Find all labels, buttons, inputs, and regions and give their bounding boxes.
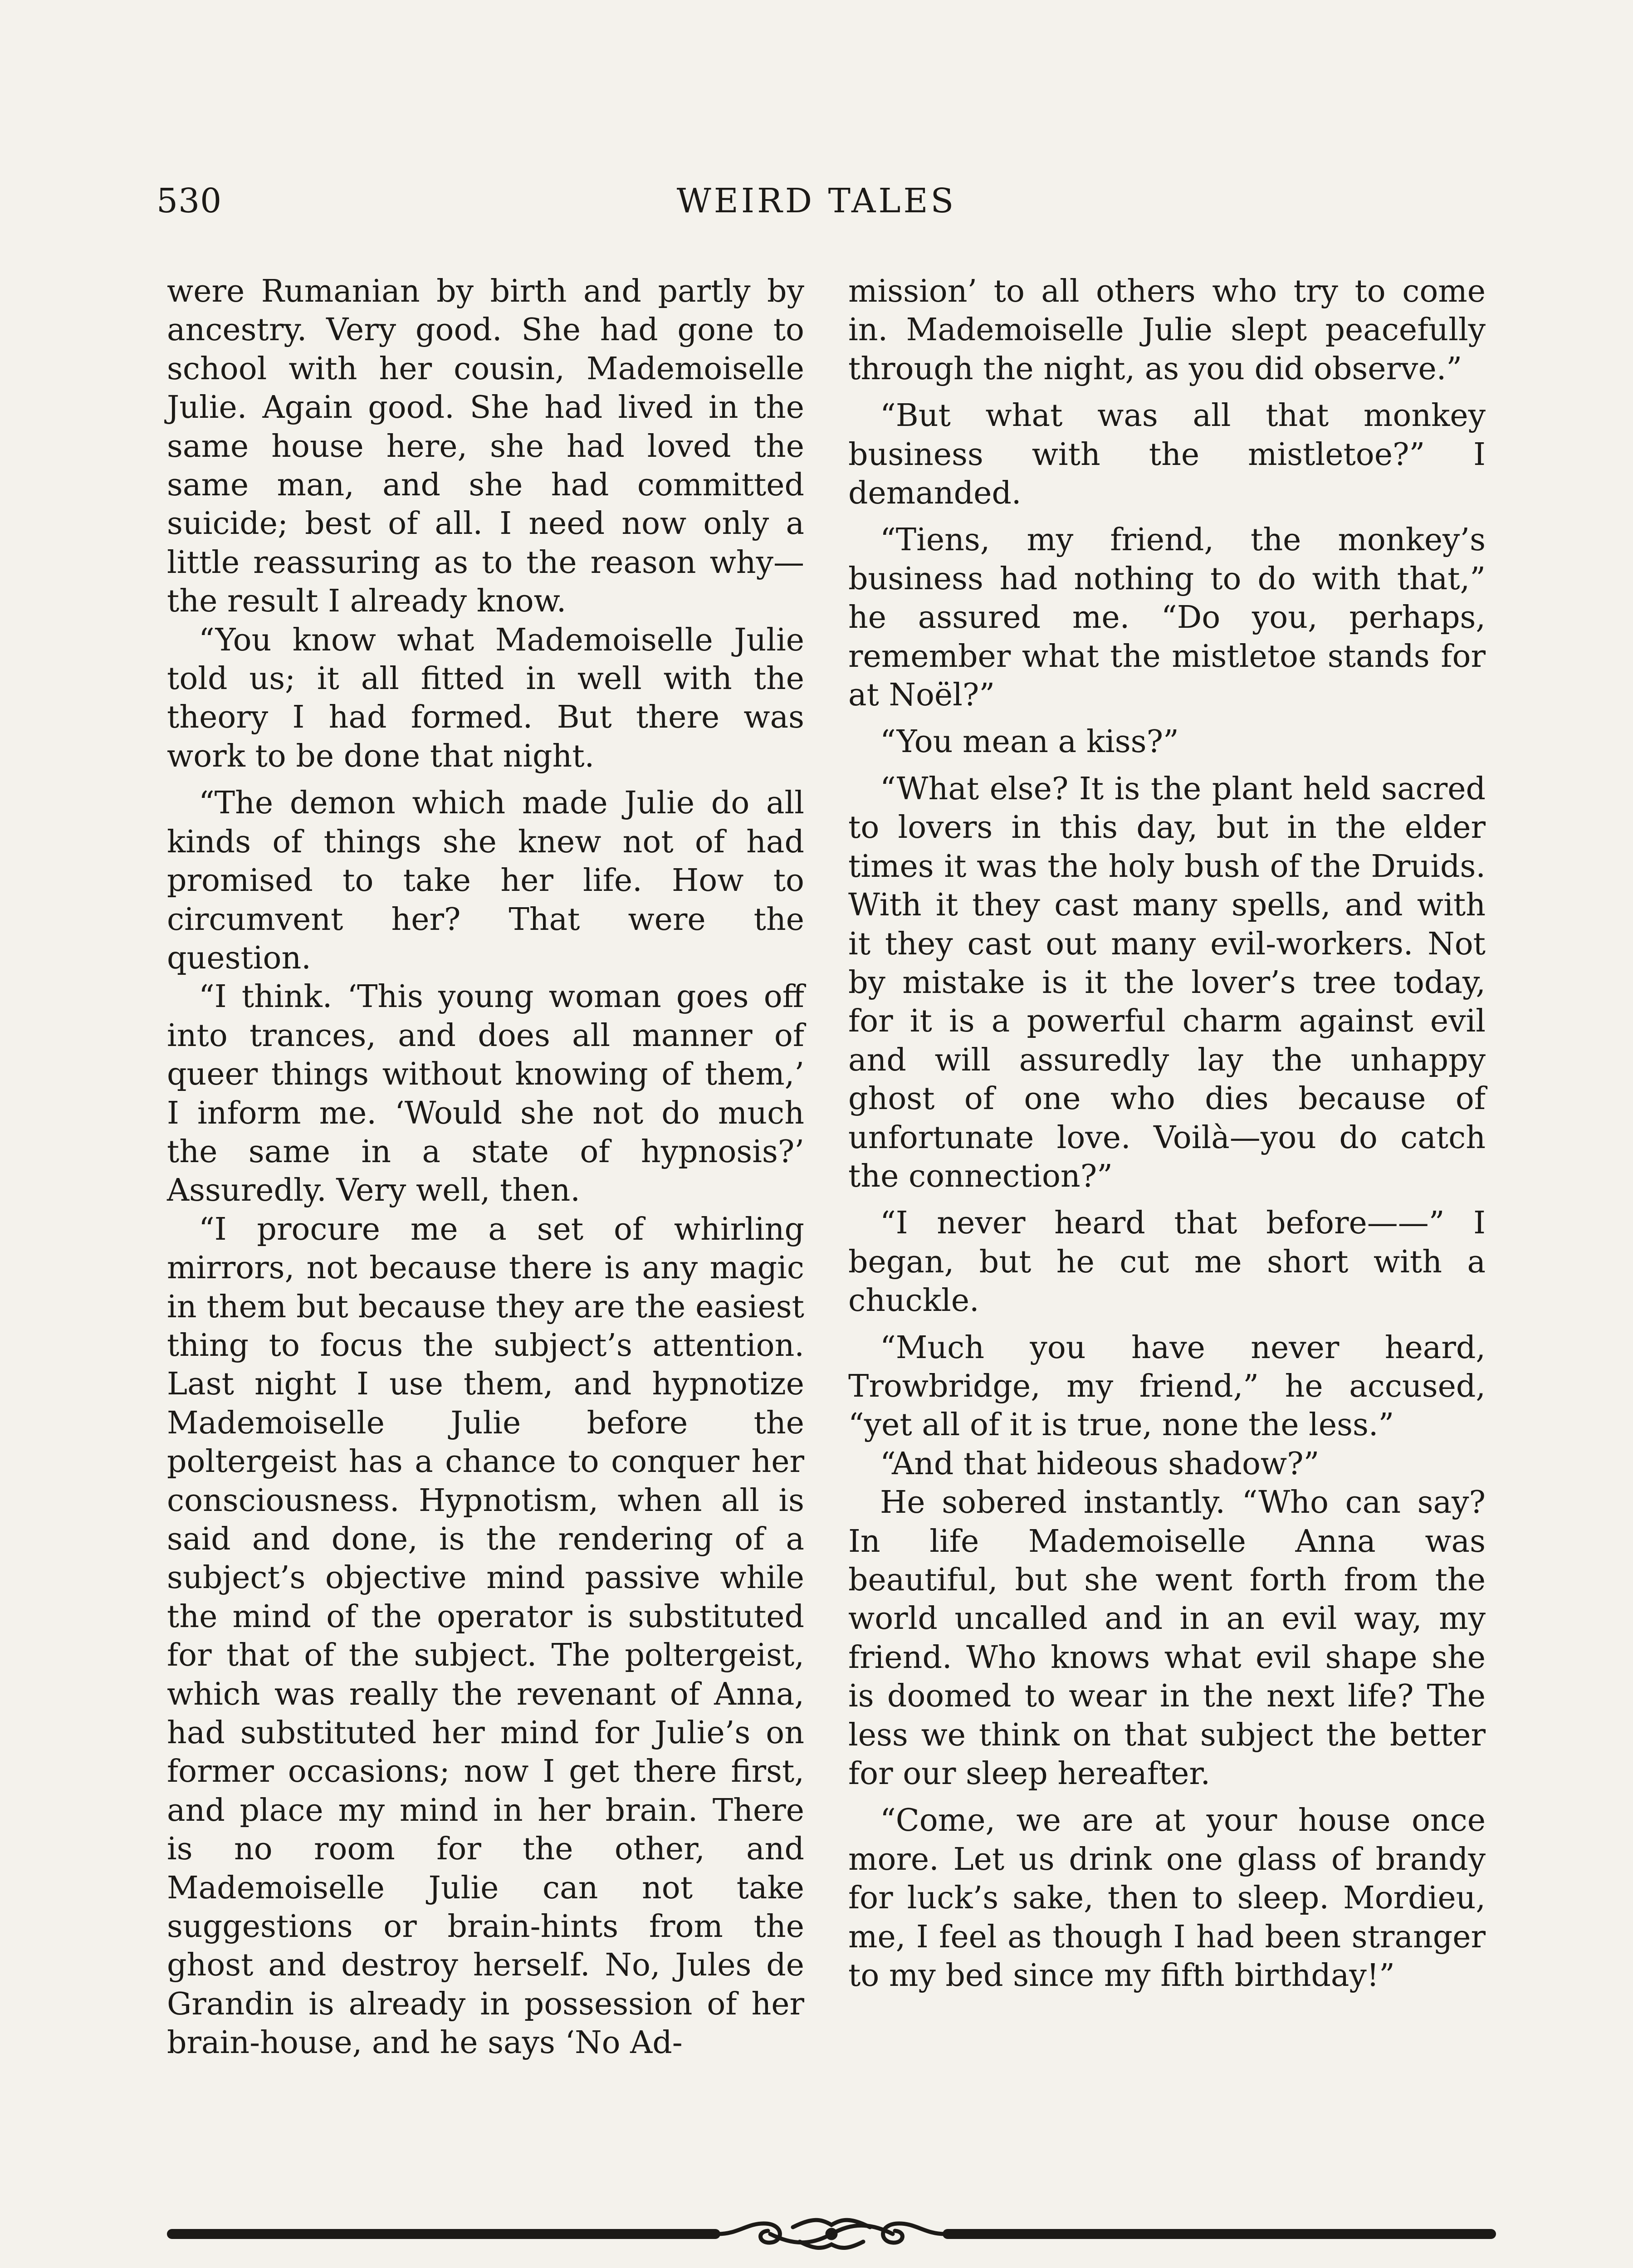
paragraph: “Much you have never heard, Trowbridge, my friend,” he accused, “yet all of it is true, none the less.” <box>848 1330 1486 1443</box>
paragraph: He sobered instantly. “Who can say? In life Mademoiselle Anna was beautiful, but she went forth from the world uncalled and in an evil way, my friend. Who knows what evil shape she is doomed to wear in the next life? The less we think on that subject the better for our sleep hereafter. <box>848 1485 1486 1792</box>
paragraph: “Come, we are at your house once more. Let us drink one glass of brandy for luck’s sake, then to sleep. Mordieu, me, I feel as though I had been stranger to my bed since my fifth birthday!” <box>848 1803 1486 1994</box>
right-text-column <box>848 272 1486 1995</box>
paragraph: mission’ to all others who try to come in. Mademoiselle Julie slept peacefully through the night, as you did observe.” <box>848 274 1486 387</box>
paragraph: “You know what Mademoiselle Julie told us; it all fitted in well with the theory I had formed. But there was work to be done that night. <box>167 622 804 774</box>
paragraph: “Tiens, my friend, the monkey’s business had nothing to do with that,” he assured me. “Do you, perhaps, remember what the mistletoe stands for at Noël?” <box>848 522 1486 714</box>
paragraph: “I never heard that before——” I began, but he cut me short with a chuckle. <box>848 1205 1486 1319</box>
end-ornament-divider <box>167 2214 1496 2254</box>
paragraph: “But what was all that monkey business with the mistletoe?” I demanded. <box>848 398 1486 512</box>
paragraph: “The demon which made Julie do all kinds of things she knew not of had promised to take her life. How to circumvent her? That were the question. <box>167 785 804 976</box>
paragraph: “I procure me a set of whirling mirrors, not because there is any magic in them but because they are the easiest thing to focus the subject’s attention. Last night I use them, and hypnotize Mademoiselle Julie before the poltergeist has a chance to conquer her consciousness. Hypnotism, when all is said and done, is the rendering of a subject’s objective mind passive while the mind of the operator is substituted for that of the subject. The poltergeist, which was really the revenant of Anna, had substituted her mind for Julie’s on former occasions; now I get there first, and place my mind in her brain. There is no room for the other, and Mademoiselle Julie can not take suggestions or brain-hints from the ghost and destroy herself. No, Jules de Grandin is already in possession of her brain-house, and he says ‘No Ad- <box>167 1211 804 2061</box>
paragraph: “You mean a kiss?” <box>880 724 1179 760</box>
paragraph: “What else? It is the plant held sacred to lovers in this day, but in the elder times it was the holy bush of the Druids. With it they cast many spells, and with it they cast out many evil-workers. Not by mistake is it the lover’s tree today, for it is a powerful charm against evil and will assuredly lay the unhappy ghost of one who dies because of unfortunate love. Voilà—you do catch the connection?” <box>848 771 1486 1194</box>
page-number: 530 <box>156 181 222 220</box>
left-text-column <box>167 272 804 2063</box>
paragraph: were Rumanian by birth and partly by ancestry. Very good. She had gone to school with her cousin, Mademoiselle Julie. Again good. She had lived in the same house here, she had loved the same man, and she had committed suicide; best of all. I need now only a little reassuring as to the reason why—the result I already know. <box>167 274 804 620</box>
running-head: WEIRD TALES <box>676 181 957 220</box>
paragraph: “And that hideous shadow?” <box>880 1446 1320 1482</box>
paragraph: “I think. ‘This young woman goes off into trances, and does all manner of queer things without knowing of them,’ I inform me. ‘Would she not do much the same in a state of hypnosis?’ Assuredly. Very well, then. <box>167 979 804 1209</box>
